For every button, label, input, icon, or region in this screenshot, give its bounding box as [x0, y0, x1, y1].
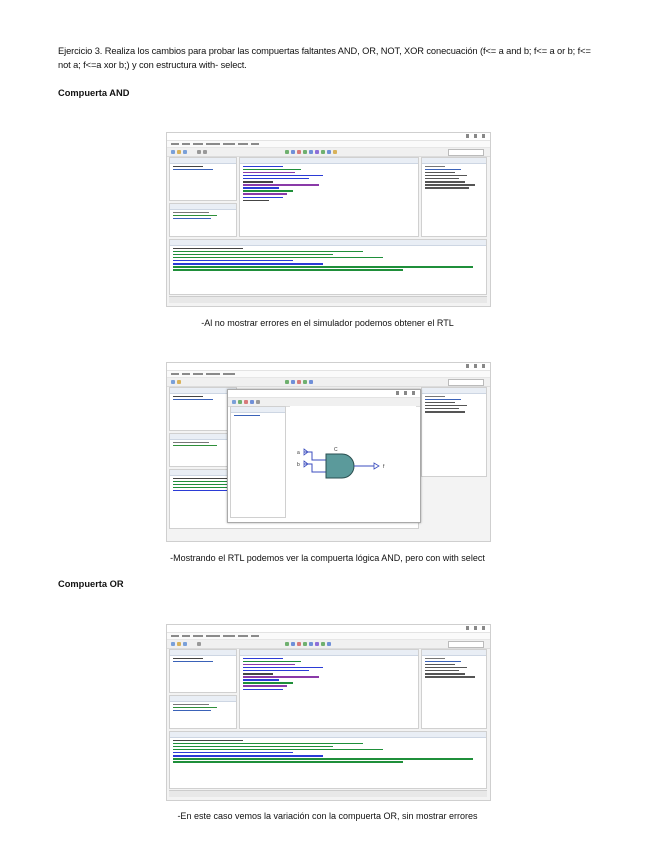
quartus-screenshot-or: [166, 624, 491, 801]
quartus-screenshot-and: [166, 132, 491, 307]
rtl-window-controls: [396, 391, 416, 395]
menu-bar: [167, 141, 490, 148]
and-gate-schematic: [290, 406, 416, 518]
search-box: [448, 149, 484, 156]
window-controls: [466, 626, 486, 630]
search-box: [448, 641, 484, 648]
rtl-viewer-window: [227, 389, 421, 523]
heading-and-gate: Compuerta AND: [58, 88, 130, 98]
tasks-pane: [169, 695, 237, 729]
vhdl-editor-pane: [239, 649, 419, 729]
search-box: [448, 379, 484, 386]
messages-tabs: [169, 296, 487, 303]
messages-tabs: [169, 790, 487, 797]
window-controls: [466, 134, 486, 138]
heading-or-gate: Compuerta OR: [58, 579, 124, 589]
netlist-navigator-pane: [230, 406, 286, 518]
window-titlebar: [167, 625, 490, 633]
toolbar: [167, 378, 490, 387]
menu-bar: [167, 371, 490, 378]
output-f-label: f: [383, 464, 385, 470]
ip-catalog-pane: [421, 157, 487, 237]
window-titlebar: [167, 363, 490, 371]
project-navigator-pane: [169, 649, 237, 693]
messages-pane: [169, 731, 487, 789]
and-gate-body: [326, 454, 354, 478]
caption-rtl-and: -Mostrando el RTL podemos ver la compuerta lógica AND, pero con with select: [170, 553, 485, 563]
vhdl-editor-pane: [239, 157, 419, 237]
window-controls: [466, 364, 486, 368]
menu-bar: [167, 633, 490, 640]
input-b-label: b: [297, 462, 300, 468]
exercise-instructions: Ejercicio 3. Realiza los cambios para probar las compuertas faltantes AND, OR, NOT, XOR conecuación (f<= a and b; f<= a or b; f<= not a; f<=a xor b;) y con estructura with- select.: [58, 46, 591, 70]
rtl-window-titlebar: [228, 390, 420, 398]
input-a-label: a: [297, 450, 300, 456]
toolbar: [167, 640, 490, 649]
tasks-pane: [169, 203, 237, 237]
window-titlebar: [167, 133, 490, 141]
caption-or-no-errors: -En este caso vemos la variación con la compuerta OR, sin mostrar errores: [177, 811, 478, 821]
ip-catalog-pane: [421, 387, 487, 477]
rtl-viewer-screenshot: [166, 362, 491, 542]
messages-pane: [169, 239, 487, 295]
project-navigator-pane: [169, 157, 237, 201]
gate-label: C: [334, 447, 338, 453]
caption-and-no-errors: -Al no mostrar errores en el simulador podemos obtener el RTL: [201, 318, 454, 328]
ip-catalog-pane: [421, 649, 487, 729]
toolbar: [167, 148, 490, 157]
